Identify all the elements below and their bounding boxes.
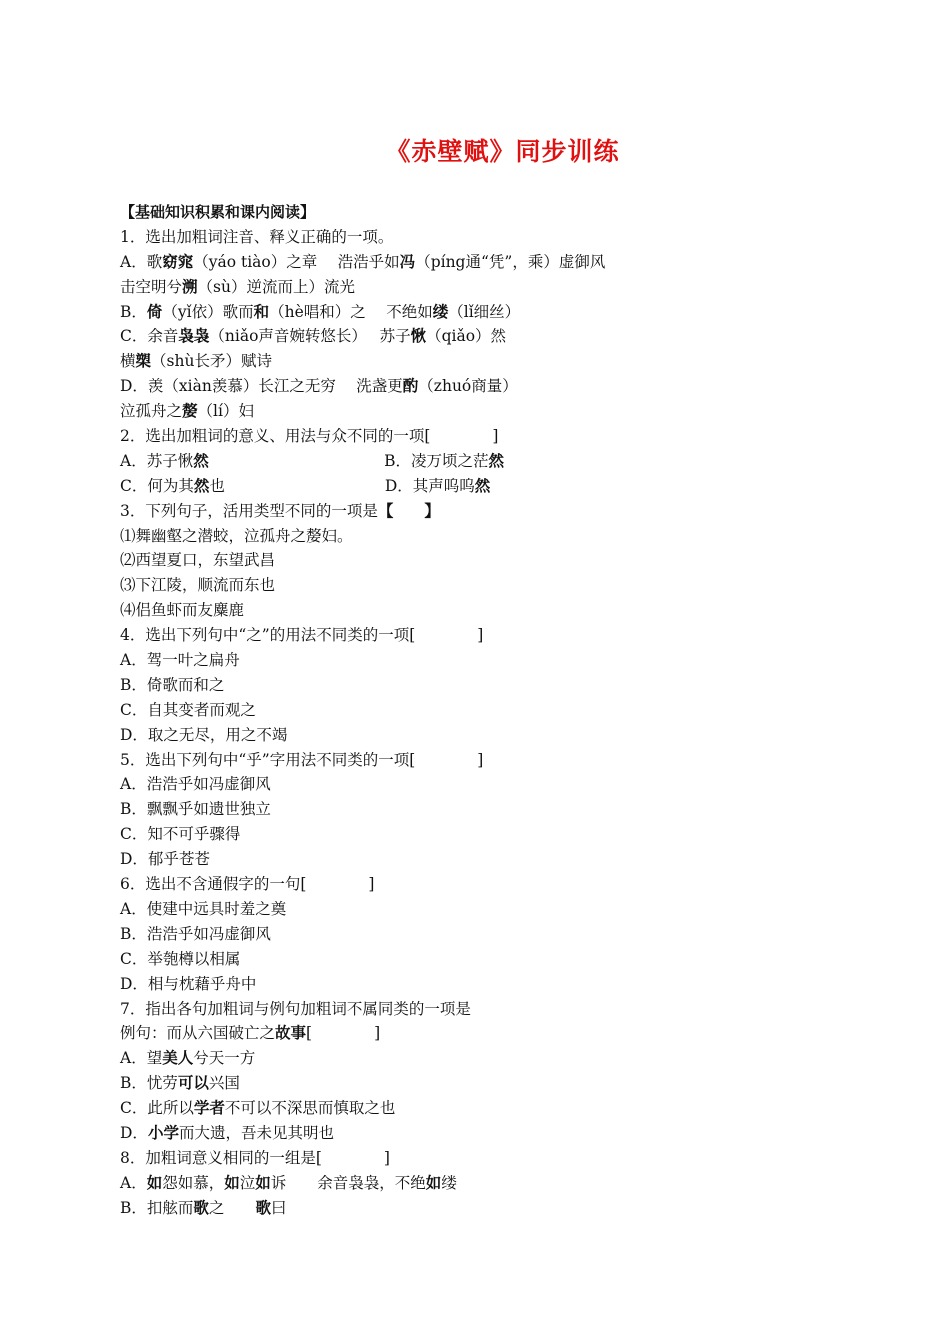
text-line [120,250,840,275]
text-segment: ⑶下江陵，顺流而东也 [120,576,276,595]
text-line [120,872,840,897]
text-segment: [ ] [306,1024,381,1043]
section-heading [120,200,840,225]
bold-term: 可以 [177,1074,209,1093]
text-segment: （zhuó商量） [418,377,518,396]
text-segment: 泣 [239,1173,256,1192]
text-segment: ⑴舞幽壑之潜蛟，泣孤舟之嫠妇。 [120,526,353,545]
bold-term: 如 [255,1173,271,1192]
text-segment: C．余音 [120,327,179,346]
text-line [120,300,840,325]
text-line [120,947,840,972]
text-line [120,349,840,374]
text-line [120,723,840,748]
bold-term: 溯 [182,277,198,296]
text-line [120,897,840,922]
text-line [120,772,840,797]
text-segment: 泣孤舟之 [120,402,183,421]
text-line [120,524,840,549]
text-segment: （yǐ依）歌而 [162,302,254,321]
bold-term: 冯 [399,252,416,271]
text-line [120,972,840,997]
text-segment: A．浩浩乎如冯虚御风 [120,775,271,794]
bold-term: 歌 [193,1198,209,1217]
bold-term: 小学 [147,1123,179,1142]
text-line [120,1096,840,1121]
text-segment: 3．下列句子，活用类型不同的一项是 [120,501,378,520]
text-line [120,449,840,474]
text-segment: 缕 [441,1173,457,1192]
document-body [120,200,840,1221]
bold-term: 袅袅 [178,327,210,346]
text-line [120,573,840,598]
text-line [120,1021,840,1046]
text-line [120,225,840,250]
text-segment: 8．加粗词意义相同的一组是[ ] [120,1148,390,1167]
bold-term: 美人 [162,1049,194,1068]
text-line [120,922,840,947]
text-segment: 击空明兮 [120,277,183,296]
text-line [120,797,840,822]
text-segment: （yáo tiào）之章 浩浩乎如 [193,252,400,271]
text-line [120,997,840,1022]
text-segment: （niǎo声音婉转悠长） 苏子 [209,327,411,346]
text-segment: （hè唱和）之 不绝如 [269,302,433,321]
text-line [120,698,840,723]
bold-term: 缕 [432,302,449,321]
text-line [120,1196,840,1221]
text-segment: （qiǎo）然 [426,327,507,346]
text-segment: 曰 [270,1198,287,1217]
bold-term: 和 [253,302,270,321]
text-segment: D．郁乎苍苍 [120,850,210,869]
text-segment: B．浩浩乎如冯虚御风 [120,924,271,943]
text-line [120,822,840,847]
bold-term: 然 [488,451,505,470]
text-segment: C．自其变者而观之 [120,700,256,719]
text-segment: 横 [120,352,136,371]
text-line [120,1046,840,1071]
text-segment: C．此所以 [120,1099,194,1118]
bold-term: 愀 [410,327,427,346]
text-segment: 2．选出加粗词的意义、用法与众不同的一项[ ] [120,427,499,446]
text-segment: A． [120,1173,147,1192]
text-line [120,399,840,424]
text-segment: 6．选出不含通假字的一句[ ] [120,875,375,894]
text-line [120,623,840,648]
bold-term: 如 [425,1173,442,1192]
bold-term: 倚 [146,302,163,321]
text-segment: 诉 余音袅袅，不绝 [270,1173,426,1192]
text-segment: B． [120,302,147,321]
text-segment: 5．选出下列句中“乎”字用法不同类的一项[ ] [120,750,484,769]
text-segment: ⑵西望夏口，东望武昌 [120,551,276,570]
text-segment: 兴国 [208,1074,240,1093]
bold-term: 然 [193,451,209,470]
text-segment: D．羡（xiàn羡慕）长江之无穷 洗盏更 [120,377,403,396]
text-segment: 之 [208,1198,256,1217]
text-segment: D．相与枕藉乎舟中 [120,974,257,993]
text-line [120,499,840,524]
text-segment: A．驾一叶之扁舟 [120,651,240,670]
text-segment: D． [120,1123,148,1142]
text-segment: （shù长矛）赋诗 [151,352,272,371]
text-line [120,598,840,623]
text-segment: 7．指出各句加粗词与例句加粗词不属同类的一项是 [120,999,471,1018]
text-segment: B．忧劳 [120,1074,178,1093]
text-line [120,648,840,673]
text-segment: B．扣舷而 [120,1198,194,1217]
bold-term: 学者 [193,1099,225,1118]
text-line [120,1121,840,1146]
bold-term: 如 [146,1173,163,1192]
text-segment: （sù）逆流而上）流光 [197,277,355,296]
document-title: 《赤壁赋》同步训练 [385,137,620,166]
text-segment: C．知不可乎骤得 [120,825,241,844]
text-segment: （píng通“凭”，乘）虚御风 [415,252,606,271]
text-segment: 不可以不深思而慎取之也 [224,1099,396,1118]
text-line [120,424,840,449]
text-line [120,1071,840,1096]
bold-term: 嫠 [182,402,198,421]
bold-term: 【 】 [377,501,440,520]
text-segment: 怨如慕， [162,1173,225,1192]
text-segment: C．举匏樽以相属 [120,949,241,968]
text-line [120,474,840,499]
bold-term: 歌 [255,1198,271,1217]
text-line [120,275,840,300]
text-segment: ⑷侣鱼虾而友麋鹿 [120,601,245,620]
text-line [120,847,840,872]
bold-term: 然 [474,476,491,495]
bold-term: 如 [224,1173,240,1192]
text-segment: 也 D．其声呜呜 [209,476,475,495]
text-line [120,374,840,399]
bold-term: 槊 [135,352,152,371]
text-line [120,1146,840,1171]
text-segment: 1．选出加粗词注音、释义正确的一项。 [120,227,394,246]
text-segment: A．歌 [120,252,163,271]
text-segment: B．飘飘乎如遗世独立 [120,800,271,819]
text-segment: C．何为其 [120,476,194,495]
text-line [120,548,840,573]
bold-term: 故事 [275,1024,307,1043]
text-segment: A．望 [120,1049,163,1068]
bold-term: 酌 [402,377,419,396]
text-line [120,324,840,349]
bold-term: 然 [193,476,210,495]
text-segment: D．取之无尽，用之不竭 [120,725,288,744]
text-segment: 例句：而从六国破亡之 [120,1024,276,1043]
text-line [120,673,840,698]
text-segment: （lí）妇 [197,402,254,421]
text-segment: （lǐ细丝） [448,302,521,321]
text-line [120,748,840,773]
bold-term: 窈窕 [162,252,194,271]
text-segment: B．倚歌而和之 [120,675,225,694]
text-segment: 4．选出下列句中“之”的用法不同类的一项[ ] [120,626,484,645]
text-segment: A．苏子愀 [120,451,194,470]
text-segment: 兮天一方 [193,1049,256,1068]
bold-term: 【基础知识积累和课内阅读】 [120,203,316,221]
text-segment: A．使建中远具时羞之奠 [120,899,287,918]
text-segment: B．凌万顷之茫 [208,451,489,470]
text-line [120,1171,840,1196]
text-segment: 而大遗，吾未见其明也 [178,1123,334,1142]
